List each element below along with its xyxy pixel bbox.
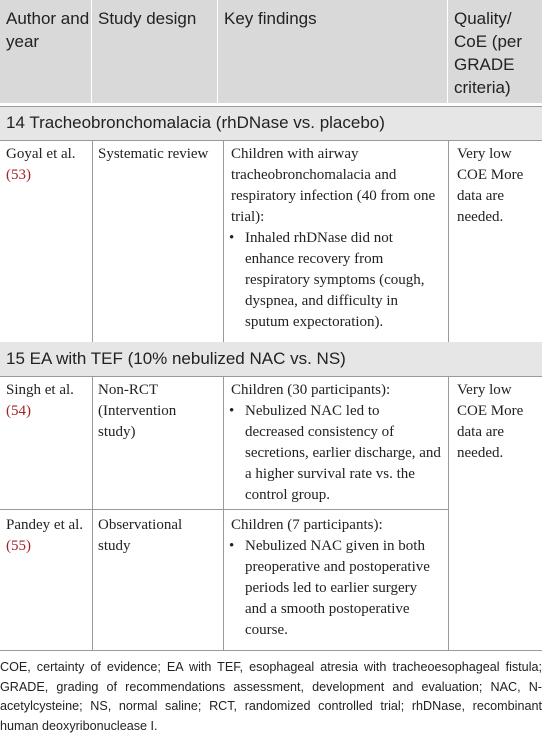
key-findings-cell bbox=[231, 380, 441, 506]
divider bbox=[0, 376, 542, 377]
column-divider bbox=[448, 140, 449, 342]
author-cell bbox=[6, 380, 90, 422]
quality-cell: Very low COE More data are needed. bbox=[457, 382, 524, 461]
reference-link[interactable]: (55) bbox=[6, 538, 31, 554]
column-divider bbox=[448, 376, 449, 650]
study-design-cell: Systematic review bbox=[98, 146, 209, 162]
findings-intro: Children (7 participants): bbox=[231, 517, 383, 533]
divider bbox=[0, 106, 542, 107]
table-header bbox=[0, 0, 542, 103]
header-key-findings: Key findings bbox=[218, 0, 448, 103]
author-cell bbox=[6, 144, 90, 186]
section-title: 15 EA with TEF (10% nebulized NAC vs. NS) bbox=[0, 342, 542, 376]
findings-intro: Children with airway tracheobronchomalacia and respiratory infection (40 from one trial): bbox=[231, 146, 436, 225]
study-design-cell: Observational study bbox=[98, 517, 183, 554]
reference-link[interactable]: (53) bbox=[6, 167, 31, 183]
findings-bullet: • Nebulized NAC led to decreased consistency of secretions, earlier discharge, and a higher survival rate vs. the control group. bbox=[223, 401, 441, 506]
header-author-year: Author and year bbox=[0, 0, 92, 103]
column-divider bbox=[223, 140, 224, 342]
column-divider bbox=[223, 376, 224, 650]
author-cell bbox=[6, 515, 90, 557]
quality-cell: Very low COE More data are needed. bbox=[457, 146, 524, 225]
section-title: 14 Tracheobronchomalacia (rhDNase vs. placebo) bbox=[0, 106, 542, 140]
study-design-cell: Non-RCT (Intervention study) bbox=[98, 382, 177, 440]
divider bbox=[0, 140, 542, 141]
divider bbox=[0, 509, 448, 510]
findings-bullet: • Nebulized NAC given in both preoperative and postoperative periods led to earlier surgery and a smooth postoperative course. bbox=[223, 536, 441, 641]
reference-link[interactable]: (54) bbox=[6, 403, 31, 419]
column-divider bbox=[92, 140, 93, 342]
key-findings-cell bbox=[231, 144, 441, 333]
author-name: Pandey et al. bbox=[6, 517, 84, 533]
findings-bullet: • Inhaled rhDNase did not enhance recovery from respiratory symptoms (cough, dyspnea, and difficulty in sputum expectoration). bbox=[223, 228, 441, 333]
author-name: Singh et al. bbox=[6, 382, 74, 398]
column-divider bbox=[92, 376, 93, 650]
findings-intro: Children (30 participants): bbox=[231, 382, 391, 398]
key-findings-cell bbox=[231, 515, 441, 641]
header-study-design: Study design bbox=[92, 0, 218, 103]
author-name: Goyal et al. bbox=[6, 146, 76, 162]
header-quality: Quality/ CoE (per GRADE criteria) bbox=[454, 9, 523, 97]
table-bottom-border bbox=[0, 650, 542, 651]
table-footnote: COE, certainty of evidence; EA with TEF, esophageal atresia with tracheoesophageal fistula; GRADE, grading of recommendations assessment, development and evaluation; NAC, N-acetylcysteine; NS, normal saline; RCT, randomized controlled trial; rhDNase, recombinant human deoxyribonuclease I. bbox=[0, 660, 542, 733]
